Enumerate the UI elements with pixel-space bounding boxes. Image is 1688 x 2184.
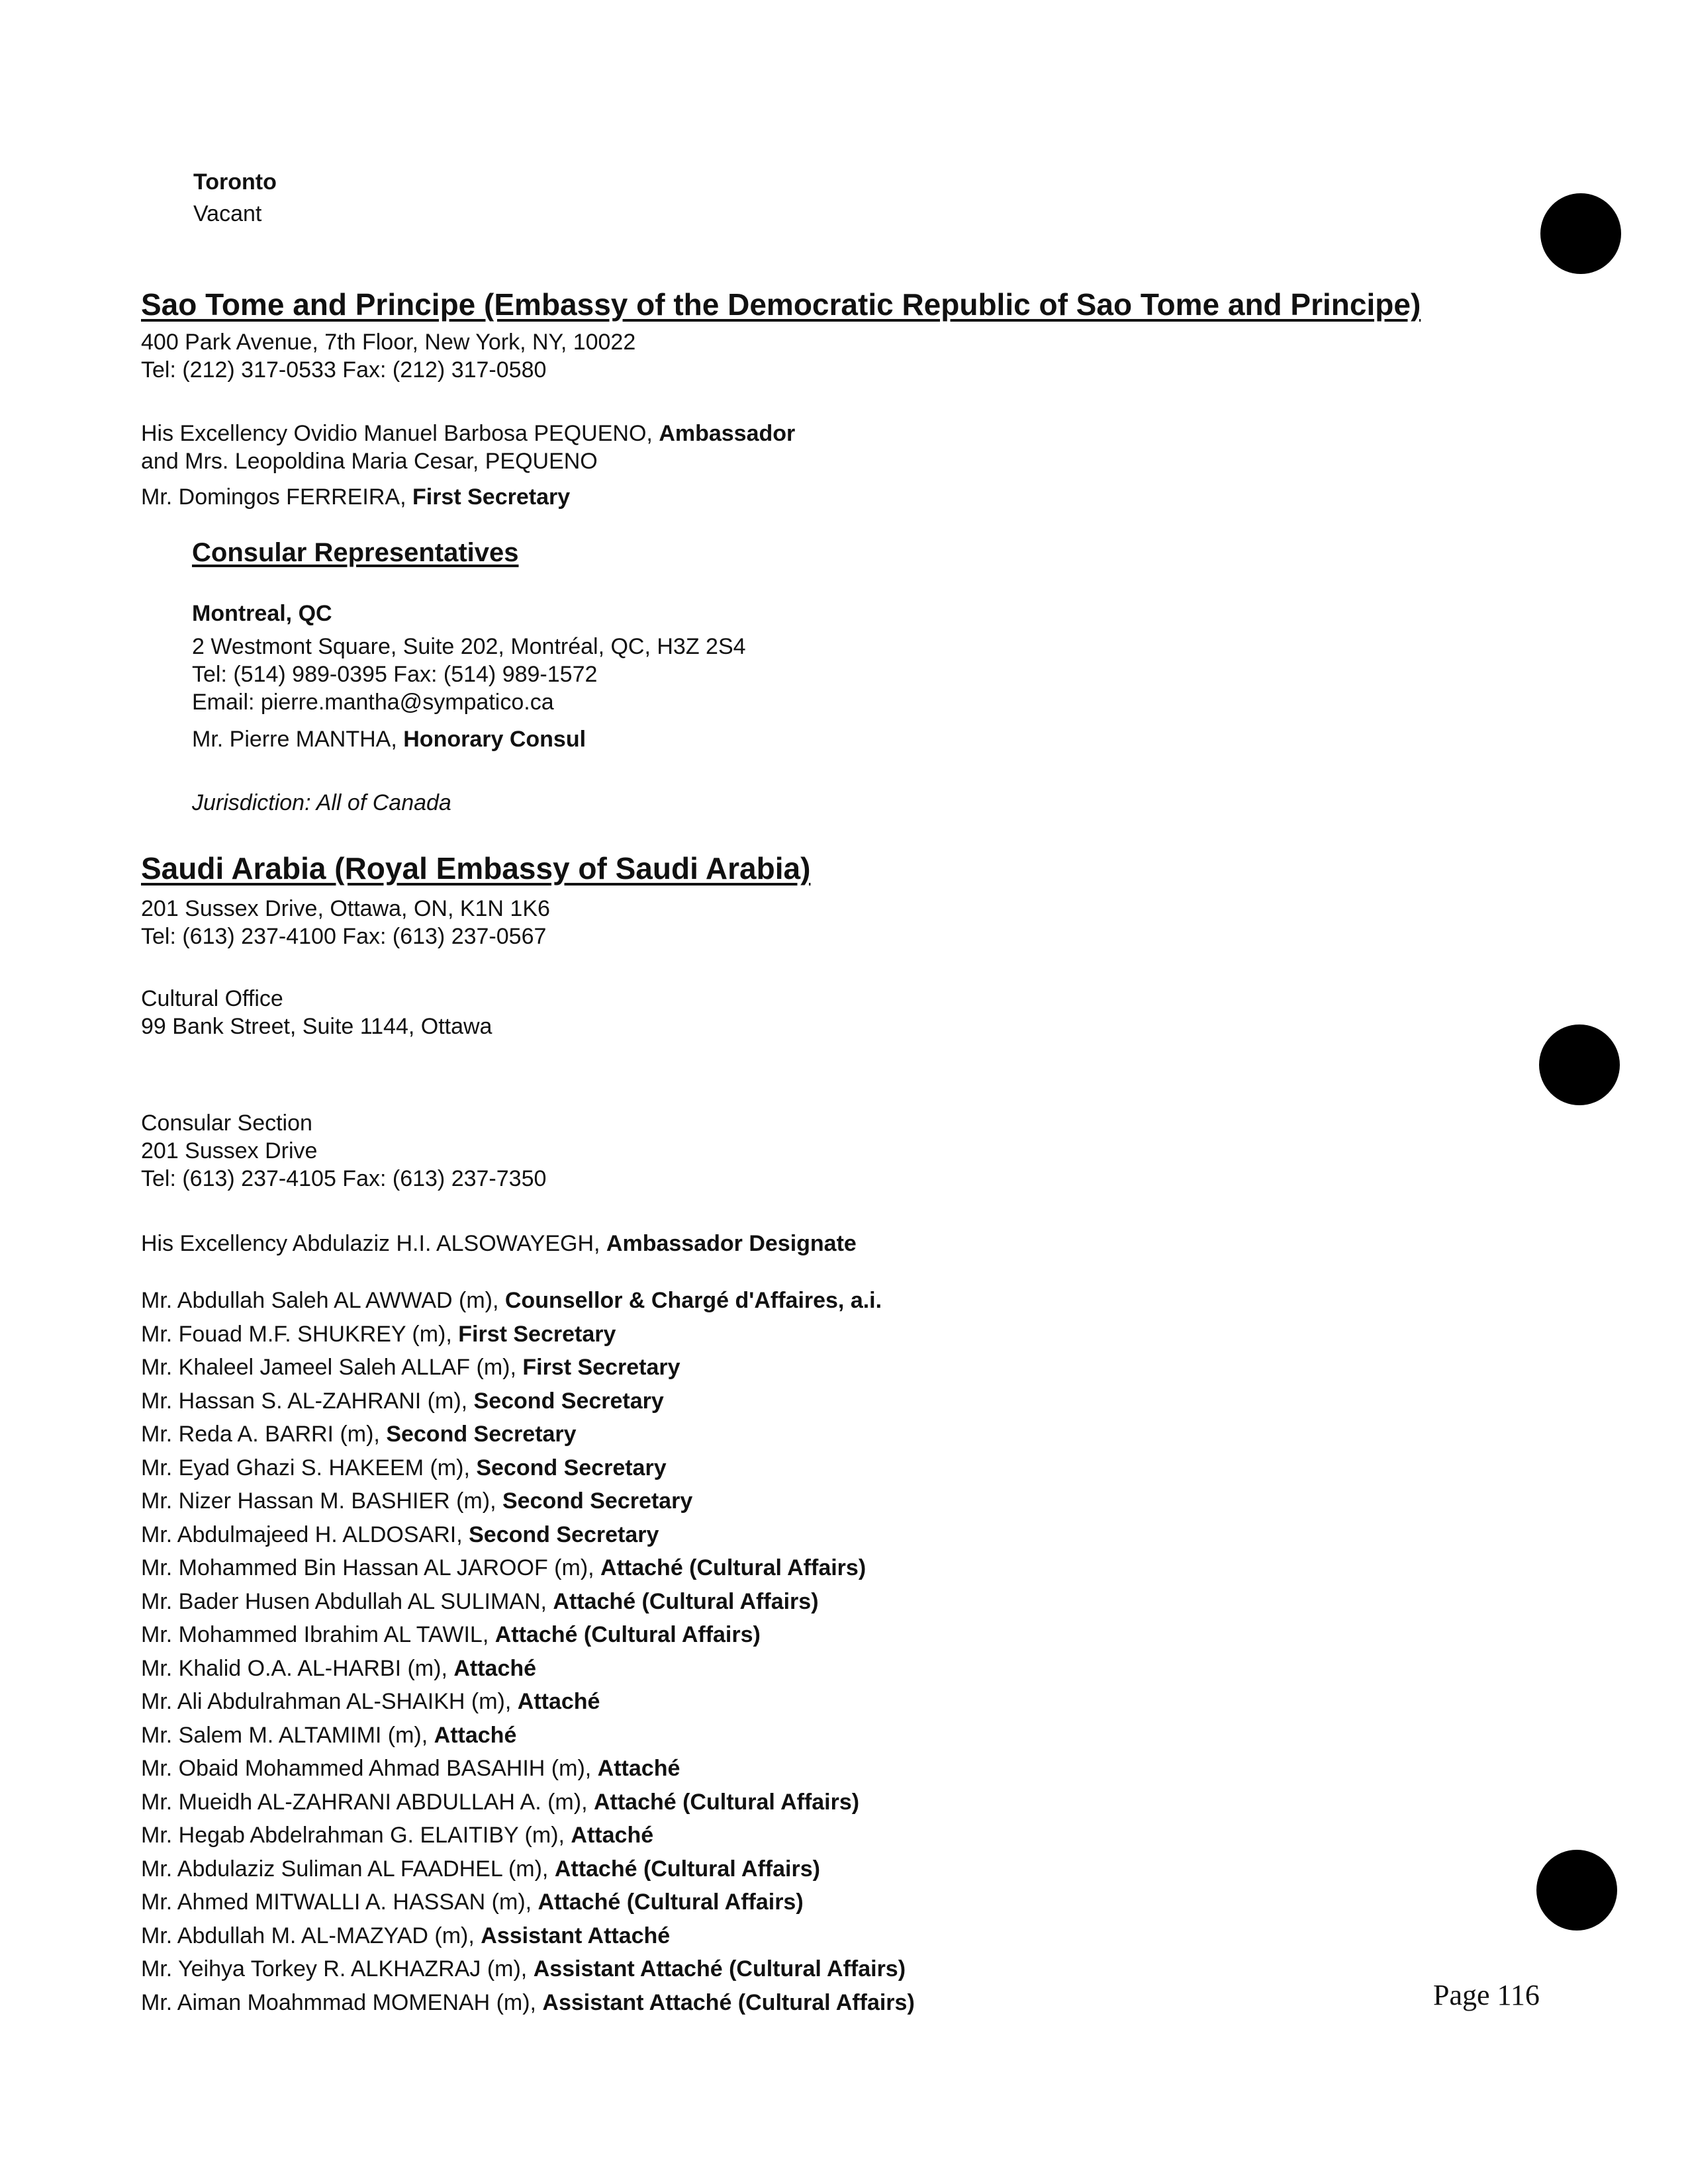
list-item [141,1418,915,1451]
consular-email: Email: pierre.mantha@sympatico.ca [192,690,554,715]
person-title: Attaché (Cultural Affairs) [600,1555,867,1580]
person-name: Mr. Hassan S. AL-ZAHRANI (m), [141,1388,474,1414]
person-name: His Excellency Abdulaziz H.I. ALSOWAYEGH, [141,1231,606,1256]
person-title: Honorary Consul [403,727,586,752]
person-name: Mr. Yeihya Torkey R. ALKHAZRAJ (m), [141,1956,534,1981]
saudi-phone: Tel: (613) 237-4100 Fax: (613) 237-0567 [141,924,547,949]
binder-hole-bottom [1536,1850,1617,1931]
list-item [141,1652,915,1686]
list-item [141,1719,915,1752]
list-item [141,1819,915,1852]
list-item [141,1318,915,1351]
list-item [141,1786,915,1819]
person-title: Attaché [597,1756,680,1781]
person-name: Mr. Abdullah Saleh AL AWWAD (m), [141,1288,505,1313]
person-title: Second Secretary [473,1388,664,1414]
toronto-status: Vacant [193,201,262,226]
person-title: Attaché (Cultural Affairs) [593,1789,860,1815]
person-name: Mr. Pierre MANTHA, [192,727,404,752]
person-name: His Excellency Ovidio Manuel Barbosa PEQUENO, [141,421,659,446]
saudi-heading: Saudi Arabia (Royal Embassy of Saudi Arabia) [141,851,811,886]
person-name: Mr. Abdulaziz Suliman AL FAADHEL (m), [141,1856,555,1882]
cultural-office-address: 99 Bank Street, Suite 1144, Ottawa [141,1014,492,1039]
person-title: Attaché [434,1722,517,1748]
person-name: Mr. Domingos FERREIRA, [141,484,412,510]
person-title: Ambassador [659,421,796,446]
person-title: First Secretary [458,1321,616,1347]
consular-phone: Tel: (514) 989-0395 Fax: (514) 989-1572 [192,662,598,687]
person-title: Attaché (Cultural Affairs) [494,1622,761,1647]
person-name: Mr. Ahmed MITWALLI A. HASSAN (m), [141,1889,538,1915]
cultural-office-label: Cultural Office [141,986,283,1011]
consular-jurisdiction: Jurisdiction: All of Canada [192,790,451,815]
person-name: Mr. Bader Husen Abdullah AL SULIMAN, [141,1588,553,1614]
saudi-staff-list [141,1284,915,2019]
consular-section-label: Consular Section [141,1111,312,1136]
page-number: Page 116 [1433,1979,1540,2011]
sao-tome-phone: Tel: (212) 317-0533 Fax: (212) 317-0580 [141,357,547,383]
person-name: Mr. Obaid Mohammed Ahmad BASAHIH (m), [141,1756,598,1781]
person-title: Assistant Attaché [481,1923,671,1948]
list-item [141,1385,915,1418]
person-title: Second Secretary [502,1488,693,1514]
list-item [141,1685,915,1719]
person-title: Second Secretary [476,1455,667,1480]
saudi-address: 201 Sussex Drive, Ottawa, ON, K1N 1K6 [141,896,550,921]
person-name: Mr. Mueidh AL-ZAHRANI ABDULLAH A. (m), [141,1789,594,1815]
list-item [141,1986,915,2020]
binder-hole-top [1540,193,1621,274]
person-title: Attaché [517,1689,600,1714]
person-title: Second Secretary [469,1522,659,1547]
consular-section-address: 201 Sussex Drive [141,1138,318,1163]
sao-tome-ambassador [141,420,795,447]
person-title: Assistant Attaché (Cultural Affairs) [542,1989,915,2015]
list-item [141,1852,915,1886]
sao-tome-spouse: and Mrs. Leopoldina Maria Cesar, PEQUENO [141,449,598,474]
person-name: Mr. Fouad M.F. SHUKREY (m), [141,1321,459,1347]
saudi-ambassador [141,1230,857,1257]
consular-city: Montreal, QC [192,601,332,626]
list-item [141,1752,915,1786]
person-name: Mr. Abdulmajeed H. ALDOSARI, [141,1522,469,1547]
person-name: Mr. Reda A. BARRI (m), [141,1422,387,1447]
person-title: Ambassador Designate [606,1231,857,1256]
person-title: Attaché (Cultural Affairs) [554,1856,820,1882]
sao-tome-heading: Sao Tome and Principe (Embassy of the Democratic Republic of Sao Tome and Principe) [141,287,1421,322]
person-name: Mr. Eyad Ghazi S. HAKEEM (m), [141,1455,477,1480]
list-item [141,1451,915,1485]
person-title: Attaché [453,1655,537,1681]
person-title: Second Secretary [386,1422,577,1447]
person-name: Mr. Khaleel Jameel Saleh ALLAF (m), [141,1355,523,1380]
binder-hole-middle [1539,1024,1620,1105]
person-title: Attaché [571,1823,654,1848]
list-item [141,1886,915,1919]
sao-tome-secretary [141,483,570,511]
list-item [141,1484,915,1518]
list-item [141,1284,915,1318]
person-name: Mr. Nizer Hassan M. BASHIER (m), [141,1488,502,1514]
consular-address: 2 Westmont Square, Suite 202, Montréal, QC, H3Z 2S4 [192,634,746,659]
person-title: First Secretary [522,1355,680,1380]
person-name: Mr. Ali Abdulrahman AL-SHAIKH (m), [141,1689,518,1714]
sao-tome-address: 400 Park Avenue, 7th Floor, New York, NY, 10022 [141,330,636,355]
person-name: Mr. Abdullah M. AL-MAZYAD (m), [141,1923,481,1948]
person-title: Assistant Attaché (Cultural Affairs) [533,1956,906,1981]
list-item [141,1952,915,1986]
toronto-city: Toronto [193,169,277,195]
person-name: Mr. Hegab Abdelrahman G. ELAITIBY (m), [141,1823,571,1848]
person-title: Attaché (Cultural Affairs) [553,1588,819,1614]
person-name: Mr. Salem M. ALTAMIMI (m), [141,1722,434,1748]
person-title: First Secretary [412,484,571,510]
consular-heading: Consular Representatives [192,538,519,567]
list-item [141,1919,915,1953]
list-item [141,1518,915,1552]
list-item [141,1585,915,1619]
person-name: Mr. Aiman Moahmmad MOMENAH (m), [141,1989,543,2015]
consular-section-phone: Tel: (613) 237-4105 Fax: (613) 237-7350 [141,1166,547,1191]
person-title: Counsellor & Chargé d'Affaires, a.i. [504,1288,882,1313]
person-name: Mr. Khalid O.A. AL-HARBI (m), [141,1655,454,1681]
person-name: Mr. Mohammed Bin Hassan AL JAROOF (m), [141,1555,601,1580]
list-item [141,1551,915,1585]
list-item [141,1351,915,1385]
person-title: Attaché (Cultural Affairs) [538,1889,804,1915]
person-name: Mr. Mohammed Ibrahim AL TAWIL, [141,1622,495,1647]
consular-consul [192,725,586,753]
list-item [141,1618,915,1652]
